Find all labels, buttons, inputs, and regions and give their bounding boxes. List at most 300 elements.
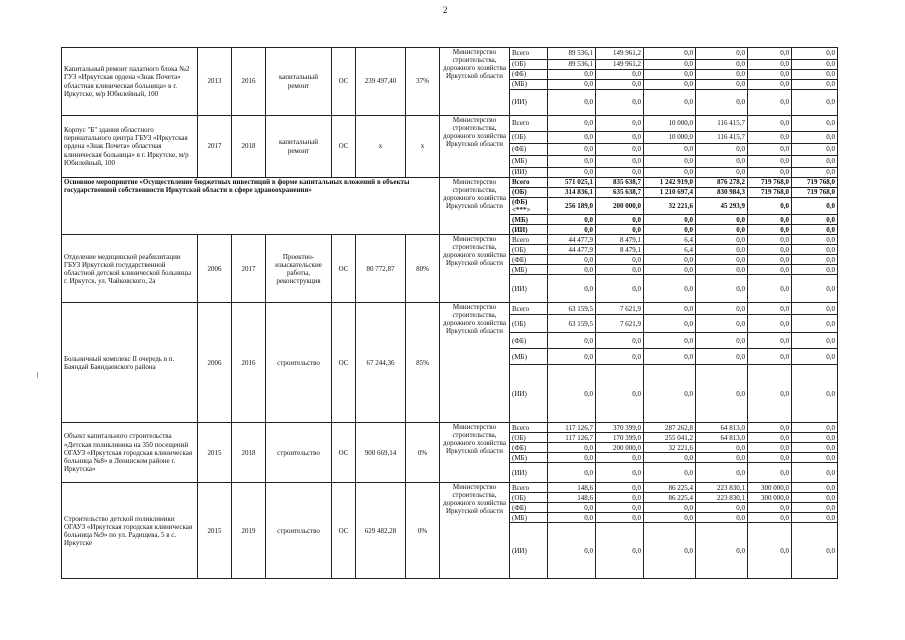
- funding-source: (ИИ): [510, 225, 548, 235]
- year-amount: 0,0: [548, 443, 596, 453]
- year-amount: 876 278,2: [696, 178, 748, 188]
- year-amount: 0,0: [644, 168, 696, 178]
- year-amount: 0,0: [792, 493, 838, 503]
- year-amount: 0,0: [748, 315, 792, 333]
- year-amount: 7 621,9: [596, 315, 644, 333]
- funding-source: (ОБ): [510, 493, 548, 503]
- year-amount: 0,0: [596, 116, 644, 132]
- end-year: 2018: [232, 423, 266, 483]
- year-amount: 0,0: [792, 48, 838, 60]
- year-amount: 0,0: [644, 303, 696, 315]
- year-amount: 0,0: [792, 225, 838, 235]
- year-amount: 0,0: [748, 156, 792, 168]
- work-type: капитальный ремонт: [266, 48, 332, 116]
- year-amount: 8 479,1: [596, 245, 644, 255]
- page-number: 2: [443, 5, 448, 15]
- year-amount: 314 836,1: [548, 188, 596, 198]
- year-amount: 0,0: [644, 523, 696, 579]
- year-amount: 0,0: [596, 349, 644, 365]
- year-amount: 0,0: [596, 80, 644, 90]
- year-amount: 0,0: [748, 90, 792, 116]
- funding-source: (ИИ): [510, 523, 548, 579]
- year-amount: 89 536,1: [548, 48, 596, 60]
- year-amount: 148,6: [548, 483, 596, 493]
- year-amount: 0,0: [696, 503, 748, 513]
- work-type: Проектно-изыскательские работы, реконструкция: [266, 235, 332, 303]
- year-amount: 0,0: [696, 225, 748, 235]
- year-amount: 89 536,1: [548, 60, 596, 70]
- year-amount: 0,0: [644, 215, 696, 225]
- year-amount: 0,0: [792, 433, 838, 443]
- year-amount: 0,0: [644, 70, 696, 80]
- year-amount: 571 025,1: [548, 178, 596, 188]
- year-amount: 116 415,7: [696, 116, 748, 132]
- year-amount: 0,0: [644, 349, 696, 365]
- year-amount: 0,0: [792, 235, 838, 245]
- year-amount: 0,0: [792, 423, 838, 433]
- year-amount: 0,0: [548, 70, 596, 80]
- year-amount: 1 242 919,0: [644, 178, 696, 188]
- year-amount: 0,0: [792, 116, 838, 132]
- year-amount: 0,0: [792, 463, 838, 483]
- start-year: 2015: [198, 423, 232, 483]
- year-amount: 8 479,1: [596, 235, 644, 245]
- year-amount: 0,0: [696, 333, 748, 349]
- year-amount: 0,0: [748, 433, 792, 443]
- object-name: Корпус "Б" здания областного перинатального центра ГБУЗ «Иркутская ордена «Знак Почета» областная клиническая больница» в г. Иркутске, м/р Юбилейный, 100: [62, 116, 198, 178]
- year-amount: 117 126,7: [548, 423, 596, 433]
- year-amount: 32 221,6: [644, 198, 696, 215]
- year-amount: 0,0: [792, 70, 838, 80]
- work-type: строительство: [266, 483, 332, 579]
- year-amount: 0,0: [792, 443, 838, 453]
- year-amount: 0,0: [644, 333, 696, 349]
- year-amount: 370 399,0: [596, 423, 644, 433]
- year-amount: 0,0: [548, 453, 596, 463]
- year-amount: 635 638,7: [596, 188, 644, 198]
- year-amount: 0,0: [792, 333, 838, 349]
- year-amount: 0,0: [748, 443, 792, 453]
- year-amount: 0,0: [644, 60, 696, 70]
- funding-source: (ФБ): [510, 503, 548, 513]
- object-name: Объект капитального строительства «Детская поликлиника на 350 посещений ОГАУЗ «Иркутская городская клиническая больница №8» в Ленинском районе г. Иркутска»: [62, 423, 198, 483]
- year-amount: 6,4: [644, 235, 696, 245]
- funding-source: (ФБ): [510, 70, 548, 80]
- year-amount: 0,0: [644, 265, 696, 275]
- funding-source: (МБ): [510, 265, 548, 275]
- year-amount: 223 830,1: [696, 483, 748, 493]
- year-amount: 0,0: [644, 156, 696, 168]
- year-amount: 0,0: [548, 275, 596, 303]
- year-amount: 0,0: [548, 116, 596, 132]
- year-amount: 64 813,0: [696, 433, 748, 443]
- year-amount: 0,0: [792, 156, 838, 168]
- year-amount: 86 225,4: [644, 483, 696, 493]
- funding-source: Всего: [510, 303, 548, 315]
- year-amount: 0,0: [792, 255, 838, 265]
- year-amount: 0,0: [696, 215, 748, 225]
- year-amount: 0,0: [792, 132, 838, 144]
- year-amount: 0,0: [644, 225, 696, 235]
- funding-source: (ОБ): [510, 315, 548, 333]
- year-amount: 0,0: [792, 483, 838, 493]
- year-amount: 0,0: [792, 349, 838, 365]
- year-amount: 287 262,8: [644, 423, 696, 433]
- end-year: 2018: [232, 116, 266, 178]
- year-amount: 0,0: [644, 144, 696, 156]
- end-year: 2016: [232, 303, 266, 423]
- year-amount: 0,0: [696, 70, 748, 80]
- year-amount: 223 830,1: [696, 493, 748, 503]
- year-amount: 0,0: [596, 215, 644, 225]
- year-amount: 0,0: [548, 156, 596, 168]
- start-year: 2006: [198, 303, 232, 423]
- year-amount: 0,0: [548, 215, 596, 225]
- funding-source: Всего: [510, 423, 548, 433]
- object-name: Строительство детской поликлиники ОГАУЗ «Иркутская городская клиническая больница №9» по ул. Радищева, 5 в с. Иркутске: [62, 483, 198, 579]
- year-amount: 0,0: [748, 60, 792, 70]
- start-year: 2013: [198, 48, 232, 116]
- year-amount: 149 961,2: [596, 60, 644, 70]
- year-amount: 0,0: [596, 132, 644, 144]
- year-amount: 0,0: [644, 48, 696, 60]
- year-amount: 0,0: [792, 215, 838, 225]
- year-amount: 0,0: [696, 60, 748, 70]
- year-amount: 255 041,2: [644, 433, 696, 443]
- table-row: [62, 423, 838, 433]
- end-year: 2019: [232, 483, 266, 579]
- year-amount: 719 768,0: [748, 178, 792, 188]
- year-amount: 117 126,7: [548, 433, 596, 443]
- year-amount: 0,0: [792, 245, 838, 255]
- year-amount: 0,0: [548, 523, 596, 579]
- year-amount: 0,0: [644, 453, 696, 463]
- funding-source: (ФБ): [510, 333, 548, 349]
- year-amount: 830 984,3: [696, 188, 748, 198]
- year-amount: 0,0: [596, 265, 644, 275]
- year-amount: 0,0: [748, 245, 792, 255]
- year-amount: 44 477,9: [548, 245, 596, 255]
- year-amount: 0,0: [748, 275, 792, 303]
- year-amount: 0,0: [596, 453, 644, 463]
- year-amount: 0,0: [748, 265, 792, 275]
- start-year: 2006: [198, 235, 232, 303]
- funding-source: (ФБ): [510, 144, 548, 156]
- funding-source: (ОБ): [510, 245, 548, 255]
- year-amount: 1 210 697,4: [644, 188, 696, 198]
- table-row: [62, 303, 838, 315]
- year-amount: 0,0: [548, 349, 596, 365]
- year-amount: 0,0: [696, 315, 748, 333]
- funding-source: (ИИ): [510, 168, 548, 178]
- year-amount: 0,0: [792, 265, 838, 275]
- year-amount: 300 000,0: [748, 483, 792, 493]
- year-amount: 0,0: [548, 265, 596, 275]
- year-amount: 0,0: [548, 90, 596, 116]
- year-amount: 256 189,0: [548, 198, 596, 215]
- year-amount: 0,0: [548, 132, 596, 144]
- funding-source: (ФБ): [510, 443, 548, 453]
- object-name: Отделение медицинской реабилитации ГБУЗ Иркутской государственной областной детской клинической больницы г. Иркутск, ул. Чайковского, 2а: [62, 235, 198, 303]
- funding-source: (МБ): [510, 156, 548, 168]
- year-amount: 0,0: [548, 225, 596, 235]
- funding-source: (ФБ): [510, 255, 548, 265]
- year-amount: 0,0: [792, 90, 838, 116]
- readiness-percent: 85%: [406, 303, 440, 423]
- year-amount: 719 768,0: [748, 188, 792, 198]
- year-amount: 148,6: [548, 493, 596, 503]
- year-amount: 44 477,9: [548, 235, 596, 245]
- funding-source: (ИИ): [510, 463, 548, 483]
- year-amount: 6,4: [644, 245, 696, 255]
- year-amount: 0,0: [644, 275, 696, 303]
- year-amount: 10 000,0: [644, 116, 696, 132]
- year-amount: 0,0: [792, 513, 838, 523]
- year-amount: 0,0: [748, 116, 792, 132]
- year-amount: 0,0: [548, 144, 596, 156]
- year-amount: 0,0: [596, 523, 644, 579]
- work-type: капитальный ремонт: [266, 116, 332, 178]
- estimated-cost: 80 772,87: [356, 235, 406, 303]
- readiness-percent: 37%: [406, 48, 440, 116]
- year-amount: 0,0: [596, 513, 644, 523]
- year-amount: 0,0: [696, 365, 748, 423]
- year-amount: 63 159,5: [548, 315, 596, 333]
- year-amount: 0,0: [696, 48, 748, 60]
- year-amount: 0,0: [748, 255, 792, 265]
- year-amount: 0,0: [596, 70, 644, 80]
- year-amount: 0,0: [748, 513, 792, 523]
- work-type: строительство: [266, 423, 332, 483]
- funding-source: (МБ): [510, 80, 548, 90]
- year-amount: 0,0: [748, 503, 792, 513]
- year-amount: 0,0: [696, 349, 748, 365]
- year-amount: 0,0: [548, 513, 596, 523]
- year-amount: 300 000,0: [748, 493, 792, 503]
- end-year: 2017: [232, 235, 266, 303]
- executor: Министерство строительства, дорожного хозяйства Иркутской области: [440, 178, 510, 235]
- executor: Министерство строительства, дорожного хозяйства Иркутской области: [440, 116, 510, 178]
- estimated-cost: 629 482,28: [356, 483, 406, 579]
- year-amount: 0,0: [596, 333, 644, 349]
- start-year: 2017: [198, 116, 232, 178]
- object-name: Капитальный ремонт палатного блока №2 ГУЗ «Иркутская ордена «Знак Почета» областная клиническая больница» в г. Иркутске, м/р Юбилейный, 100: [62, 48, 198, 116]
- funding-source: (МБ): [510, 349, 548, 365]
- ownership-form: ОС: [332, 483, 356, 579]
- year-amount: 0,0: [644, 90, 696, 116]
- year-amount: 0,0: [748, 303, 792, 315]
- funding-source: (ОБ): [510, 188, 548, 198]
- readiness-percent: 80%: [406, 235, 440, 303]
- year-amount: 0,0: [596, 156, 644, 168]
- year-amount: 0,0: [596, 168, 644, 178]
- estimated-cost: 239 497,40: [356, 48, 406, 116]
- year-amount: 7 621,9: [596, 303, 644, 315]
- year-amount: 0,0: [548, 168, 596, 178]
- year-amount: 0,0: [748, 198, 792, 215]
- year-amount: 0,0: [748, 215, 792, 225]
- year-amount: 0,0: [696, 144, 748, 156]
- year-amount: 0,0: [792, 523, 838, 579]
- year-amount: 835 638,7: [596, 178, 644, 188]
- year-amount: 0,0: [792, 315, 838, 333]
- year-amount: 719 768,0: [792, 188, 838, 198]
- year-amount: 0,0: [596, 255, 644, 265]
- year-amount: 0,0: [748, 225, 792, 235]
- year-amount: 0,0: [792, 503, 838, 513]
- funding-source: (МБ): [510, 215, 548, 225]
- year-amount: 719 768,0: [792, 178, 838, 188]
- year-amount: 0,0: [792, 80, 838, 90]
- scan-mark: [37, 372, 38, 378]
- year-amount: 0,0: [596, 90, 644, 116]
- year-amount: 116 415,7: [696, 132, 748, 144]
- funding-source: Всего: [510, 178, 548, 188]
- funding-source: (МБ): [510, 513, 548, 523]
- executor: Министерство строительства, дорожного хозяйства Иркутской области: [440, 235, 510, 303]
- year-amount: 0,0: [696, 90, 748, 116]
- year-amount: 0,0: [644, 513, 696, 523]
- year-amount: 0,0: [696, 453, 748, 463]
- year-amount: 0,0: [748, 365, 792, 423]
- table-row: [62, 235, 838, 245]
- table-body: [62, 48, 838, 579]
- year-amount: 10 000,0: [644, 132, 696, 144]
- year-amount: 32 221,6: [644, 443, 696, 453]
- funding-source: Всего: [510, 483, 548, 493]
- year-amount: 0,0: [748, 70, 792, 80]
- year-amount: 63 159,5: [548, 303, 596, 315]
- year-amount: 0,0: [696, 463, 748, 483]
- funding-source: (МБ): [510, 453, 548, 463]
- funding-source: (ОБ): [510, 60, 548, 70]
- executor: Министерство строительства, дорожного хозяйства Иркутской области: [440, 48, 510, 116]
- year-amount: 0,0: [792, 60, 838, 70]
- year-amount: 0,0: [644, 365, 696, 423]
- year-amount: 0,0: [792, 275, 838, 303]
- year-amount: 0,0: [748, 235, 792, 245]
- year-amount: 0,0: [596, 225, 644, 235]
- readiness-percent: 0%: [406, 483, 440, 579]
- year-amount: 0,0: [548, 503, 596, 513]
- year-amount: 0,0: [792, 303, 838, 315]
- year-amount: 0,0: [792, 144, 838, 156]
- year-amount: 0,0: [696, 245, 748, 255]
- main-activity-row: [62, 178, 838, 188]
- year-amount: 0,0: [696, 523, 748, 579]
- year-amount: 0,0: [548, 80, 596, 90]
- funding-source: Всего: [510, 116, 548, 132]
- year-amount: 0,0: [748, 523, 792, 579]
- year-amount: 0,0: [748, 453, 792, 463]
- year-amount: 200 000,0: [596, 198, 644, 215]
- year-amount: 0,0: [748, 349, 792, 365]
- table-row: [62, 48, 838, 60]
- year-amount: 0,0: [696, 275, 748, 303]
- end-year: 2016: [232, 48, 266, 116]
- year-amount: 0,0: [696, 80, 748, 90]
- year-amount: 0,0: [696, 443, 748, 453]
- readiness-percent: 0%: [406, 423, 440, 483]
- start-year: 2015: [198, 483, 232, 579]
- year-amount: 0,0: [644, 255, 696, 265]
- year-amount: 64 813,0: [696, 423, 748, 433]
- year-amount: 0,0: [748, 132, 792, 144]
- year-amount: 0,0: [696, 303, 748, 315]
- funding-source: (ИИ): [510, 365, 548, 423]
- estimated-cost: х: [356, 116, 406, 178]
- year-amount: 0,0: [596, 483, 644, 493]
- year-amount: 0,0: [644, 315, 696, 333]
- year-amount: 0,0: [696, 265, 748, 275]
- year-amount: 149 961,2: [596, 48, 644, 60]
- funding-source: (ИИ): [510, 275, 548, 303]
- object-name: Больничный комплекс II очередь в п. Баяндай Баяндаевского района: [62, 303, 198, 423]
- ownership-form: ОС: [332, 48, 356, 116]
- estimated-cost: 900 669,14: [356, 423, 406, 483]
- year-amount: 170 399,0: [596, 433, 644, 443]
- year-amount: 0,0: [696, 255, 748, 265]
- ownership-form: ОС: [332, 303, 356, 423]
- year-amount: 0,0: [596, 503, 644, 513]
- year-amount: 0,0: [644, 503, 696, 513]
- estimated-cost: 67 244,36: [356, 303, 406, 423]
- executor: Министерство строительства, дорожного хозяйства Иркутской области: [440, 423, 510, 483]
- year-amount: 0,0: [596, 144, 644, 156]
- table-row: [62, 116, 838, 132]
- executor: Министерство строительства, дорожного хозяйства Иркутской области: [440, 303, 510, 423]
- year-amount: 0,0: [596, 365, 644, 423]
- readiness-percent: х: [406, 116, 440, 178]
- year-amount: 0,0: [748, 144, 792, 156]
- year-amount: 0,0: [644, 80, 696, 90]
- year-amount: 0,0: [792, 168, 838, 178]
- year-amount: 0,0: [792, 198, 838, 215]
- executor: Министерство строительства, дорожного хозяйства Иркутской области: [440, 483, 510, 579]
- year-amount: 0,0: [548, 463, 596, 483]
- ownership-form: ОС: [332, 116, 356, 178]
- year-amount: 0,0: [792, 453, 838, 463]
- year-amount: 0,0: [548, 333, 596, 349]
- year-amount: 200 000,0: [596, 443, 644, 453]
- year-amount: 0,0: [748, 463, 792, 483]
- year-amount: 0,0: [748, 423, 792, 433]
- funding-source: (ОБ): [510, 132, 548, 144]
- year-amount: 45 293,9: [696, 198, 748, 215]
- year-amount: 0,0: [548, 365, 596, 423]
- year-amount: 0,0: [596, 275, 644, 303]
- funding-source: (ФБ) <***>: [510, 198, 548, 215]
- year-amount: 0,0: [596, 493, 644, 503]
- work-type: строительство: [266, 303, 332, 423]
- year-amount: 0,0: [792, 365, 838, 423]
- funding-source: (ИИ): [510, 90, 548, 116]
- investment-table: [61, 47, 838, 579]
- funding-source: (ОБ): [510, 433, 548, 443]
- year-amount: 0,0: [696, 513, 748, 523]
- funding-source: Всего: [510, 235, 548, 245]
- main-activity-title: Основное мероприятие «Осуществление бюджетных инвестиций в форме капитальных вложений в объекты государственной собственности Иркутской области в сфере здравоохранения»: [62, 178, 440, 235]
- year-amount: 0,0: [696, 235, 748, 245]
- table-row: [62, 483, 838, 493]
- year-amount: 0,0: [748, 333, 792, 349]
- year-amount: 0,0: [748, 48, 792, 60]
- year-amount: 86 225,4: [644, 493, 696, 503]
- funding-source: Всего: [510, 48, 548, 60]
- year-amount: 0,0: [644, 463, 696, 483]
- year-amount: 0,0: [748, 80, 792, 90]
- year-amount: 0,0: [596, 463, 644, 483]
